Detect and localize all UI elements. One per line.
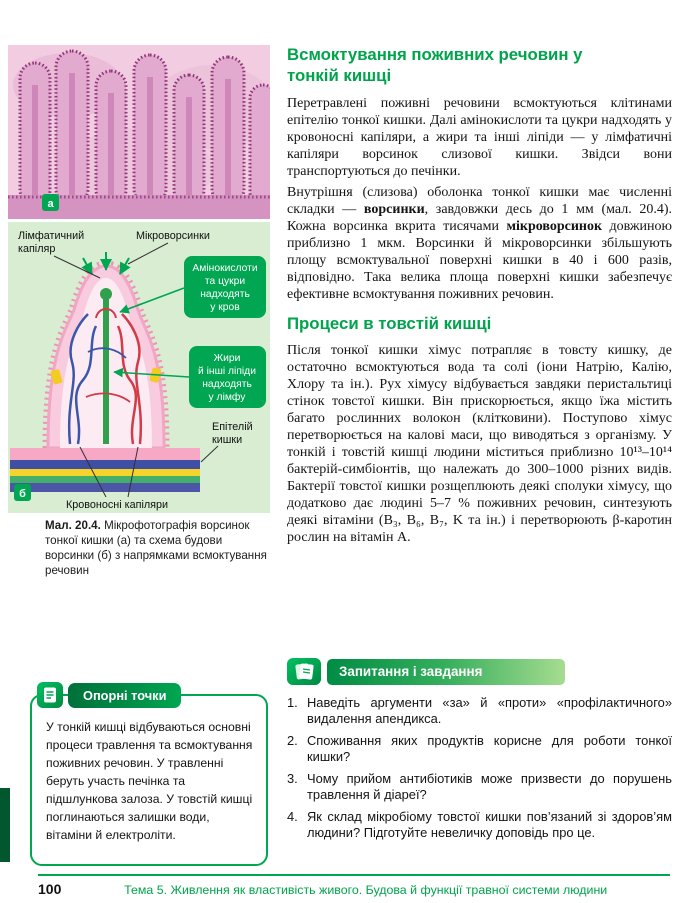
paragraph-absorption-1: Перетравлені поживні речовини всмоктуються клітинами епітелію тонкої кишки. Далі амінокислоти та цукри надходять у кровоносні капіляри, а жири та інші ліпіди — у лімфатичні капіляри ворсинок слизової кишки. Звідси вони транспортуються до печінки. [287,96,672,179]
paragraph-colon: Після тонкої кишки хімус потрапляє в товсту кишку, де остаточно всмоктуються вода та солі (іони Натрію, Калію, Хлору та ін.). Рух хімусу відбувається завдяки перистальтиці стінок товстої кишки. Він прискорюється, якщо їжа містить багато рослинних волокон (клітковини). Поступово хімус перетворюється на калові маси, що виводяться з організму. У тонкій і товстій кишці людини міститься приблизно 10¹³–10¹⁴ бактерій-симбіонтів, що належать до 300–1000 різних видів. Бактерії товстої кишки розщеплюють деякі сполуки хімусу, що додатково дає людині 5–7 % поживних речовин, синтезують деякі вітаміни (B₃, B₆, B₇, K та ін.) і перетворюють β-каротин рослин на вітамін A. [287,343,672,545]
paragraph-2-text: , завдовжки десь до 1 мм (мал. 20.4). Кожна ворсинка вкрита тисячами [287,202,672,234]
svg-text:надходять: надходять [200,289,250,300]
svg-text:Кровоносні капіляри: Кровоносні капіляри [66,499,169,511]
section-heading-colon: Процеси в товстій кишці [287,314,492,333]
question-item [287,733,672,765]
svg-text:надходять: надходять [202,379,252,390]
question-text: Наведіть аргументи «за» й «проти» «профілактичного» видалення апендикса. [307,695,672,726]
question-number: 2. [287,733,298,748]
questions-list [287,695,672,841]
questions-title: Запитання і завдання [327,659,565,685]
villi-micrograph [8,45,270,219]
question-text: Чому прийом антибіотиків може призвести до порушень травлення й діареї? [307,771,672,802]
questions-section [287,658,672,847]
key-points-title: Опорні точки [68,683,181,708]
paragraph-2-text: Внутрішня (слизова) оболонка тонкої кишки має численні складки — [287,185,672,217]
intestine-wall-layers [10,448,200,492]
section-heading-absorption: Всмоктування поживних речовин у тонкій кишці [287,45,583,85]
paragraph-absorption-2 [287,184,672,303]
paragraph-2-text: довжиною приблизно 1 мкм. Ворсинки й мікроворсинки збільшують площу всмоктувальної поверхні кишки в 40 і 600 разів, відповідно. Така велика площа поверхні кишки забезпечує ефективне всмоктування поживних речовин. [287,219,672,302]
svg-text:й інші ліпіди: й інші ліпіди [198,366,256,377]
svg-text:у лімфу: у лімфу [208,392,246,403]
svg-text:капіляр: капіляр [18,243,56,255]
term-microvilli: мікроворсинок [506,219,603,234]
villus-diagram-drawing [8,222,270,513]
footer-theme: Тема 5. Живлення як властивість живого. Будова й функції травної системи людини [124,883,608,897]
question-item [287,771,672,803]
figure-label-b: б [19,488,26,500]
svg-text:кишки: кишки [212,434,243,446]
svg-text:Амінокислоти: Амінокислоти [192,263,258,274]
svg-text:та цукри: та цукри [204,276,246,287]
page-footer [38,874,670,897]
key-points-text: У тонкій кишці відбуваються основні процеси травлення та всмоктування поживних речовин. У травленні беруть участь печінка та підшлункова залоза. У товстій кишці поглинаються залишки води, вітаміни й електроліти. [46,720,253,842]
svg-text:Епітелій: Епітелій [212,421,253,433]
question-number: 3. [287,771,298,786]
figure-caption [45,518,269,578]
chapter-edge-tab [0,788,10,862]
figure-label-a: а [47,198,54,210]
key-points-card [30,687,268,866]
term-villi: ворсинки [363,202,425,217]
svg-text:Мікроворсинки: Мікроворсинки [136,230,210,242]
villus-diagram [8,222,270,513]
svg-text:Лімфатичний: Лімфатичний [18,230,85,242]
svg-text:у кров: у кров [210,302,240,313]
question-number: 1. [287,695,298,710]
page-number: 100 [38,881,62,897]
question-text: Споживання яких продуктів корисне для роботи тонкої кишки? [307,733,672,764]
question-item [287,809,672,841]
svg-text:Жири: Жири [213,353,241,364]
article-column [287,44,672,550]
key-points-header [37,682,181,708]
villi-illustration [20,51,270,205]
question-text: Як склад мікробіому товстої кишки пов’язаний зі здоров’ям людини? Підготуйте невеличку доповідь про це. [307,809,672,840]
question-number: 4. [287,809,298,824]
questions-header [287,658,672,685]
figure-caption-text: Мікрофотографія ворсинок тонкої кишки (а) та схема будови ворсинки (б) з напрямками всмоктування речовин [45,519,267,577]
figure-caption-number: Мал. 20.4. [45,519,101,532]
villi-micrograph-drawing [8,45,270,219]
copybook-icon [287,658,321,685]
notebook-icon [37,682,63,708]
question-item [287,695,672,727]
